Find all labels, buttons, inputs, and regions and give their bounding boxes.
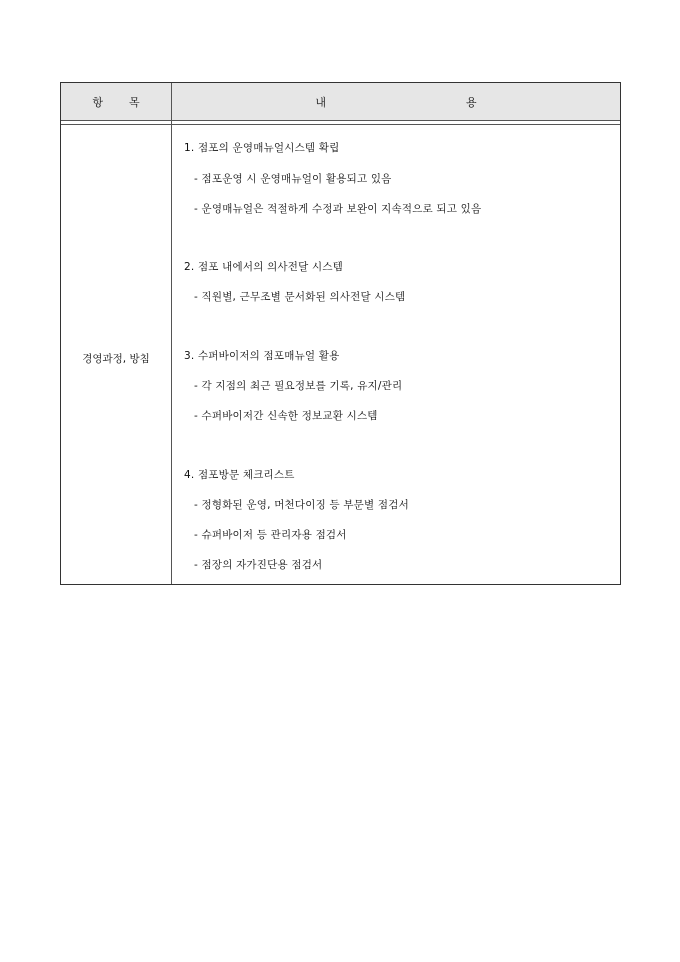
section-1-title: 1. 점포의 운영매뉴얼시스템 확립	[184, 142, 340, 154]
section-3-item-2: - 수퍼바이저간 신속한 정보교환 시스템	[194, 410, 378, 422]
header-content-char-2: 용	[466, 95, 477, 109]
section-4-item-1: - 정형화된 운영, 머천다이징 등 부문별 점검서	[194, 499, 409, 511]
header-content-cell	[172, 83, 620, 120]
section-2-item-1: - 직원별, 근무조별 문서화된 의사전달 시스템	[194, 291, 406, 303]
category-cell: 경영과정, 방침	[61, 125, 172, 584]
section-4-item-2: - 슈퍼바이저 등 관리자용 점검서	[194, 529, 347, 541]
table-double-rule-left	[61, 121, 172, 124]
section-1-item-2: - 운영매뉴얼은 적절하게 수정과 보완이 지속적으로 되고 있음	[194, 203, 482, 215]
section-1-item-1: - 점포운영 시 운영매뉴얼이 활용되고 있음	[194, 173, 392, 185]
header-item-char-2: 목	[129, 95, 140, 109]
header-item-cell	[61, 83, 172, 120]
header-item-char-1: 항	[92, 95, 103, 109]
table-header-row	[61, 83, 620, 121]
section-2-title: 2. 점포 내에서의 의사전달 시스템	[184, 261, 344, 273]
section-3-title: 3. 수퍼바이저의 점포매뉴얼 활용	[184, 350, 340, 362]
section-4-title: 4. 점포방문 체크리스트	[184, 469, 295, 481]
content-table	[60, 82, 621, 585]
section-4-item-3: - 점장의 자가진단용 점검서	[194, 559, 323, 571]
content-cell	[172, 125, 620, 584]
header-content-char-1: 내	[315, 95, 326, 109]
table-body-row	[61, 125, 620, 584]
section-3-item-1: - 각 지점의 최근 필요정보를 기록, 유지/관리	[194, 380, 403, 392]
